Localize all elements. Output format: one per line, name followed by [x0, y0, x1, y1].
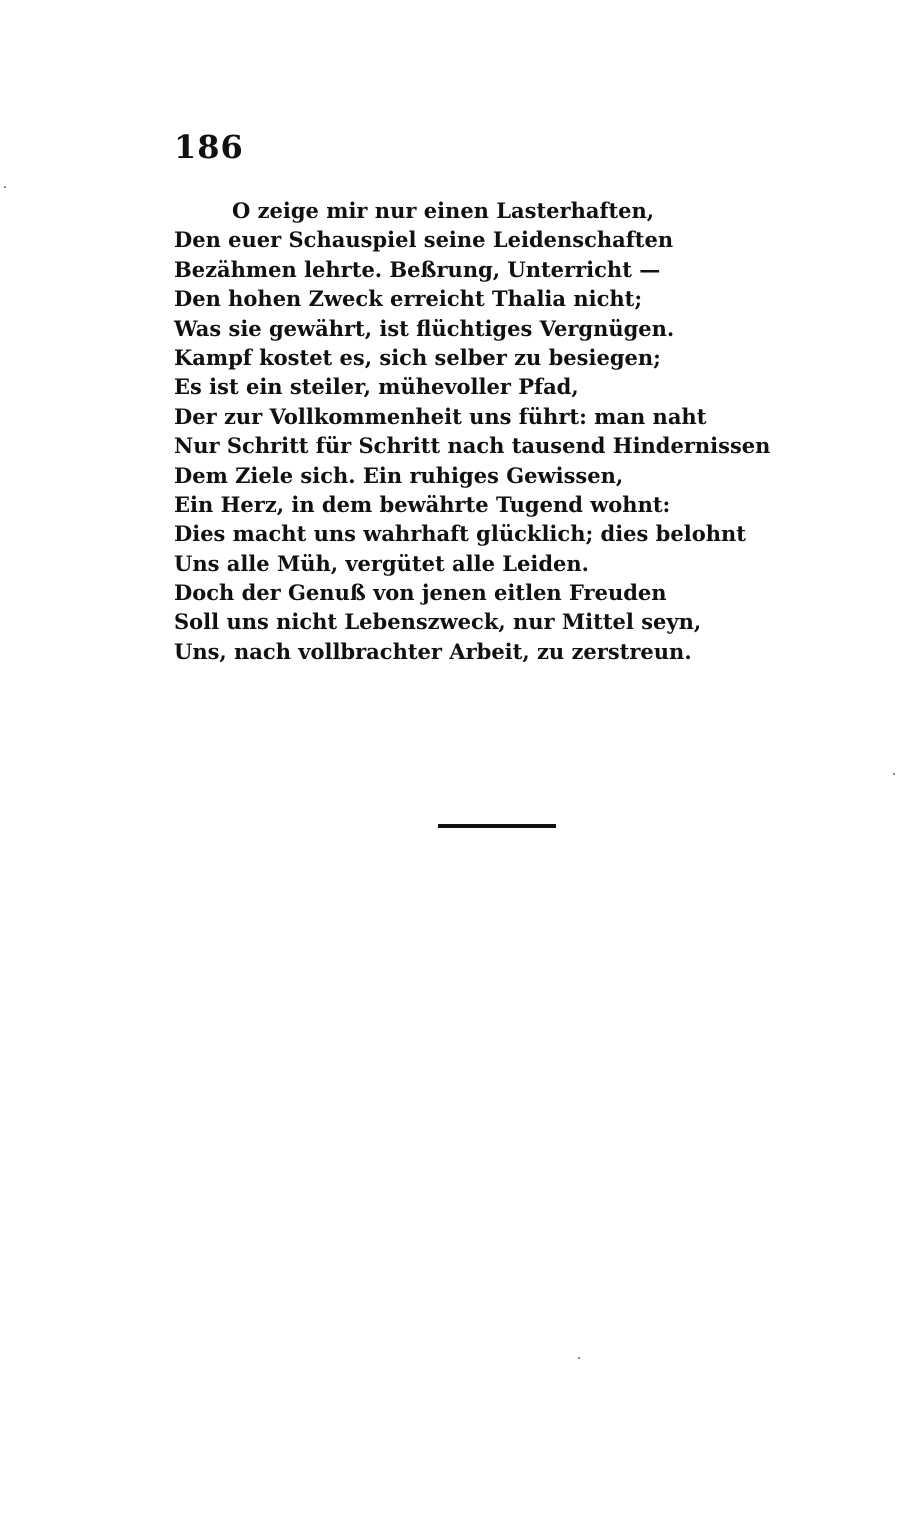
poem-line: Kampf kostet es, sich selber zu besiegen; [174, 344, 661, 370]
poem-line: Dem Ziele sich. Ein ruhiges Gewissen, [174, 462, 624, 488]
scan-speck [893, 773, 895, 775]
poem-line: Soll uns nicht Lebenszweck, nur Mittel seyn, [174, 609, 702, 635]
poem-line: O zeige mir nur einen Lasterhaften, [232, 198, 655, 223]
scan-speck [578, 1357, 580, 1359]
poem-text [174, 196, 814, 666]
poem-line: Ein Herz, in dem bewährte Tugend wohnt: [174, 491, 671, 517]
poem-line: Was sie gewährt, ist flüchtiges Vergnügen. [174, 315, 675, 341]
section-divider [438, 824, 556, 828]
poem-line: Es ist ein steiler, mühevoller Pfad, [174, 374, 579, 400]
poem-line: Uns alle Müh, vergütet alle Leiden. [174, 550, 589, 576]
page-number: 186 [174, 128, 244, 166]
poem-line: Der zur Vollkommenheit uns führt: man naht [174, 403, 707, 429]
poem-line: Doch der Genuß von jenen eitlen Freuden [174, 580, 667, 606]
poem-line: Nur Schritt für Schritt nach tausend Hindernissen [174, 433, 771, 459]
poem-line: Dies macht uns wahrhaft glücklich; dies belohnt [174, 521, 746, 547]
poem-line: Uns, nach vollbrachter Arbeit, zu zerstreun. [174, 638, 692, 664]
poem-line: Bezähmen lehrte. Beßrung, Unterricht — [174, 256, 661, 282]
scan-speck [4, 186, 6, 188]
poem-line: Den hohen Zweck erreicht Thalia nicht; [174, 286, 643, 312]
poem-line: Den euer Schauspiel seine Leidenschaften [174, 227, 674, 253]
